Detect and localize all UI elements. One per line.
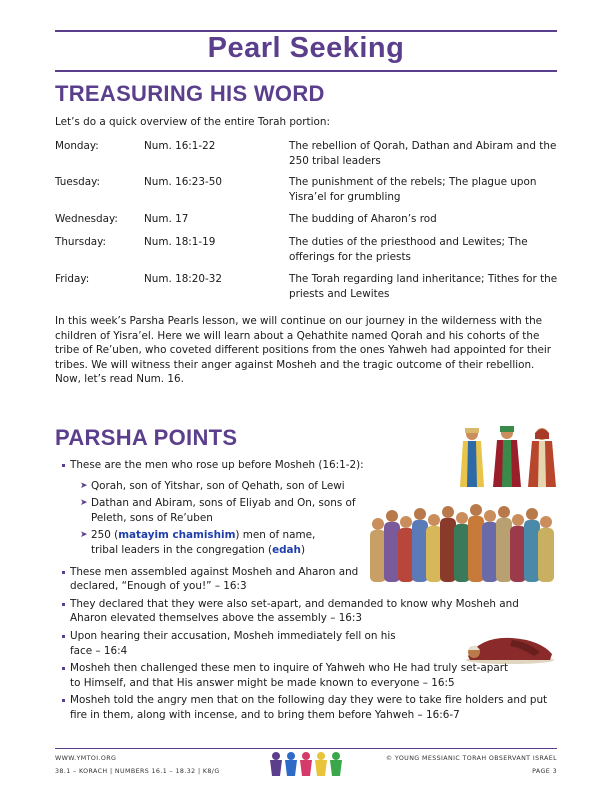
section-heading-treasuring: TREASURING HIS WORD: [55, 81, 325, 106]
schedule-row-friday: [55, 272, 565, 308]
footer-grade: K8/G: [202, 768, 220, 775]
list-item: Mosheh then challenged these men to inquire of Yahweh who He had truly set-apart to Himself, and that His answer might be made known to everyone – 16:5: [62, 661, 520, 690]
page-title: Pearl Seeking: [207, 32, 405, 64]
schedule-day: Wednesday:: [55, 213, 118, 225]
lesson-paragraph: In this week’s Parsha Pearls lesson, we will continue on our journey in the wilderness with the children of Yisra’el. Here we will learn about a Qehathite named Qorah and his cohorts of the tribe of Re’uben, who coveted different positions from the ones Yahweh had appointed for their tribes. We will witness their anger against Mosheh and the tragic outcome of their rebellion. Now, let’s read Num. 16.: [55, 315, 552, 386]
hebrew-term: edah: [272, 543, 301, 556]
schedule-day: Tuesday:: [55, 176, 101, 188]
arrow-icon: ➤: [80, 480, 88, 491]
footer-page-number: PAGE 3: [532, 768, 557, 775]
list-item: They declared that they were also set-apart, and demanded to know why Mosheh and Aharon elevated themselves above the assembly – 16:3: [62, 597, 557, 626]
schedule-ref: Num. 17: [144, 213, 189, 225]
sub-item-text: 250 (: [91, 529, 119, 542]
arrow-icon: ➤: [80, 498, 88, 509]
sub-list-item: [80, 528, 331, 557]
schedule-row-monday: [55, 139, 565, 175]
section-heading-parsha-points: PARSHA POINTS: [55, 425, 238, 450]
schedule-desc: The duties of the priesthood and Lewites; The offerings for the priests: [289, 236, 528, 263]
schedule-day: Friday:: [55, 273, 90, 285]
list-item: Upon hearing their accusation, Mosheh immediately fell on his face – 16:4: [62, 629, 415, 658]
schedule-desc: The rebellion of Qorah, Dathan and Abiram and the 250 tribal leaders: [289, 140, 557, 167]
sub-item-text: ) men of name, tribal leaders in the congregation (: [91, 529, 316, 556]
schedule-desc: The budding of Aharon’s rod: [289, 213, 437, 225]
list-item: These men assembled against Mosheh and Aharon and declared, “Enough of you!” – 16:3: [62, 565, 370, 594]
schedule-ref: Num. 16:1-22: [144, 140, 216, 152]
schedule-ref: Num. 18:20-32: [144, 273, 223, 285]
list-item: These are the men who rose up before Mosheh (16:1-2):: [62, 458, 557, 473]
footer-lesson: 38.1 – KORACH | NUMBERS 16.1 – 18.32 | K8/G: [55, 768, 220, 775]
sub-item-text: ): [300, 543, 306, 556]
schedule-day: Thursday:: [55, 236, 107, 248]
footer-lesson-id: 38.1 – KORACH: [55, 768, 108, 775]
schedule-desc: The Torah regarding land inheritance; Tithes for the priests and Lewites: [289, 273, 558, 300]
hebrew-term: matayim chamishim: [118, 529, 236, 542]
parsha-points-list: [62, 458, 557, 723]
schedule-ref: Num. 18:1-19: [144, 236, 216, 248]
schedule-ref: Num. 16:23-50: [144, 176, 223, 188]
schedule-table: [55, 139, 565, 308]
schedule-desc: The punishment of the rebels; The plague upon Yisra’el for grumbling: [289, 176, 537, 203]
footer-copyright: © YOUNG MESSIANIC TORAH OBSERVANT ISRAEL: [385, 755, 557, 762]
schedule-row-thursday: [55, 235, 565, 272]
arrow-icon: ➤: [80, 530, 88, 541]
sub-item-text: Dathan and Abiram, sons of Eliyab and On, sons of Peleth, sons of Re’uben: [91, 497, 356, 524]
sub-item-text: Qorah, son of Yitshar, son of Qehath, son of Lewi: [91, 479, 345, 492]
footer-numbers: NUMBERS 16.1 – 18.32: [114, 768, 196, 775]
sub-list-item: [80, 496, 366, 525]
sub-list-item: [80, 479, 557, 494]
schedule-row-tuesday: [55, 175, 565, 212]
intro-text: Let’s do a quick overview of the entire Torah portion:: [55, 116, 330, 128]
footer-site: WWW.YMTOI.ORG: [55, 755, 117, 762]
footer-logo: [268, 750, 344, 778]
schedule-day: Monday:: [55, 140, 99, 152]
logo-figures: [270, 752, 342, 776]
schedule-row-wednesday: [55, 212, 565, 235]
list-item: Mosheh told the angry men that on the following day they were to take fire holders and put fire in them, along with incense, and to bring them before Yahweh – 16:6-7: [62, 693, 557, 722]
title-rule: [55, 70, 557, 72]
footer-rule: [55, 748, 557, 749]
